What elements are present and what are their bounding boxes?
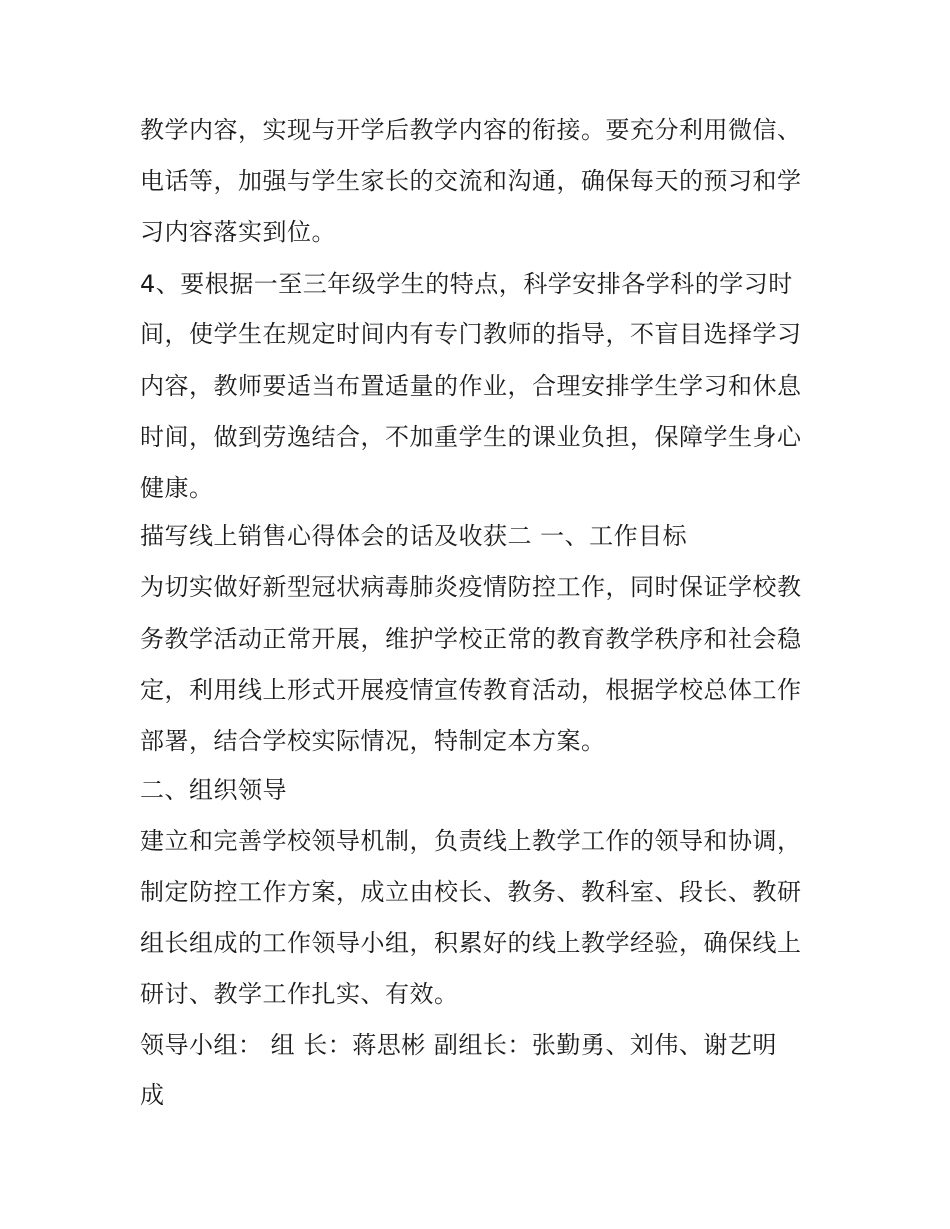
leadership-group-line: 领导小组： 组 长：蒋思彬 副组长：张勤勇、刘伟、谢艺明 bbox=[140, 1031, 777, 1059]
text-line: 务教学活动正常开展，维护学校正常的教育教学秩序和社会稳 bbox=[140, 625, 802, 653]
text-line: 4、要根据一至三年级学生的特点，科学安排各学科的学习时 bbox=[140, 270, 793, 298]
text-line: 成 bbox=[140, 1081, 165, 1109]
text-line: 内容，教师要适当布置适量的作业，合理安排学生学习和休息 bbox=[140, 372, 802, 400]
text-line: 为切实做好新型冠状病毒肺炎疫情防控工作，同时保证学校教 bbox=[140, 573, 802, 601]
text-line: 建立和完善学校领导机制，负责线上教学工作的领导和协调， bbox=[140, 827, 802, 855]
text-line: 定，利用线上形式开展疫情宣传教育活动，根据学校总体工作 bbox=[140, 676, 802, 704]
text-line: 部署，结合学校实际情况，特制定本方案。 bbox=[140, 727, 606, 755]
text-line: 研讨、教学工作扎实、有效。 bbox=[140, 980, 459, 1008]
text-line: 间，使学生在规定时间内有专门教师的指导，不盲目选择学习 bbox=[140, 320, 802, 348]
text-line: 时间，做到劳逸结合，不加重学生的课业负担，保障学生身心 bbox=[140, 423, 802, 451]
text-line: 教学内容，实现与开学后教学内容的衔接。要充分利用微信、 bbox=[140, 116, 802, 144]
section-heading: 描写线上销售心得体会的话及收获二 一、工作目标 bbox=[140, 522, 688, 550]
text-line: 健康。 bbox=[140, 474, 214, 502]
section-heading: 二、组织领导 bbox=[140, 776, 287, 804]
text-line: 制定防控工作方案，成立由校长、教务、教科室、段长、教研 bbox=[140, 878, 802, 906]
text-line: 习内容落实到位。 bbox=[140, 218, 336, 246]
text-line: 组长组成的工作领导小组，积累好的线上教学经验，确保线上 bbox=[140, 929, 802, 957]
text-line: 电话等，加强与学生家长的交流和沟通，确保每天的预习和学 bbox=[140, 167, 802, 195]
